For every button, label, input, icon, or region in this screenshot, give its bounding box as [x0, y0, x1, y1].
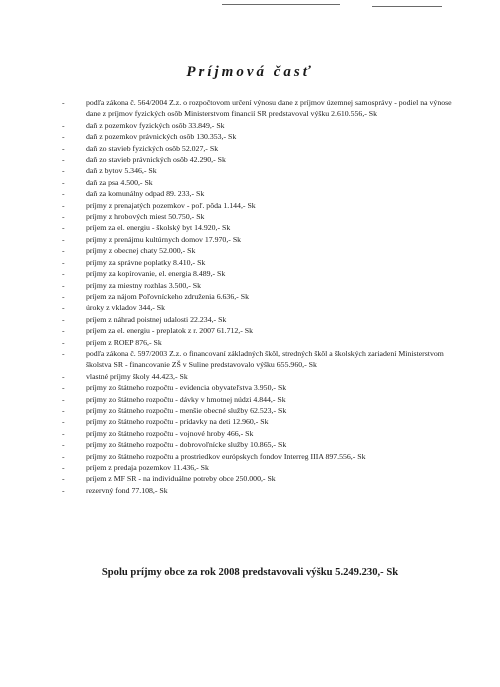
bullet-dash: - [62, 234, 65, 244]
bullet-dash: - [62, 155, 65, 165]
list-item-text: príjem z ROEP 876,- Sk [86, 337, 162, 347]
list-item-text: príjem za nájom Poľovníckeho združenia 6.636,- Sk [86, 291, 249, 301]
bullet-dash: - [62, 212, 65, 222]
income-list [62, 97, 462, 496]
list-item-text: daň zo stavieb fyzických osôb 52.027,- Sk [86, 143, 219, 153]
list-item-text: príjem z predaja pozemkov 11.436,- Sk [86, 463, 209, 472]
bullet-dash: - [62, 440, 65, 450]
list-item-text: príjmy zo štátneho rozpočtu - dobrovoľnícke služby 10.865,- Sk [86, 440, 287, 450]
bullet-dash: - [62, 189, 65, 199]
bullet-dash: - [62, 405, 65, 415]
list-item-text: daň za psa 4.500,- Sk [86, 177, 153, 187]
list-item-text: daň z pozemkov fyzických osôb 33.849,- Sk [86, 120, 225, 130]
list-item [62, 462, 462, 473]
total-income-summary: Spolu príjmy obce za rok 2008 predstavovali výšku 5.249.230,- Sk [101, 567, 399, 578]
list-item-text: príjem za el. energiu - preplatok z r. 2007 61.712,- Sk [86, 326, 254, 336]
list-item [62, 97, 462, 120]
bullet-dash: - [62, 348, 65, 358]
list-item-text: príjmy za kopírovanie, el. energia 8.489,- Sk [86, 269, 226, 279]
bullet-dash: - [62, 257, 65, 267]
bullet-dash: - [62, 280, 65, 290]
bullet-dash: - [62, 428, 65, 438]
bullet-dash: - [62, 120, 65, 130]
section-heading: Príjmová časť [186, 64, 314, 80]
list-item-text: vlastné príjmy školy 44.423,- Sk [86, 371, 188, 381]
bullet-dash: - [62, 451, 65, 461]
list-item [62, 451, 462, 462]
bullet-dash: - [62, 474, 65, 484]
bullet-dash: - [62, 200, 65, 210]
list-item [62, 188, 462, 199]
list-item-text: príjmy z prenájmu kultúrnych domov 17.970,- Sk [86, 234, 242, 244]
bullet-dash: - [62, 143, 65, 153]
list-item [62, 291, 462, 302]
list-item [62, 234, 462, 245]
list-item-text: rezervný fond 77.108,- Sk [86, 485, 168, 495]
list-item-text: daň z pozemkov právnických osôb 130.353,- Sk [86, 132, 237, 142]
bullet-dash: - [62, 223, 65, 233]
list-item [62, 222, 462, 233]
list-item [62, 143, 462, 154]
list-item-text: podľa zákona č. 597/2003 Z.z. o financovaní základných škôl, stredných škôl a školských zariadení Ministerstvom školstva SR - financovanie ZŠ v Suline predstavovalo výšku 655.960,- Sk [86, 348, 444, 370]
list-item [62, 268, 462, 279]
scan-edge-line [222, 4, 340, 5]
list-item [62, 485, 462, 496]
list-item [62, 473, 462, 484]
list-item [62, 439, 462, 450]
list-item-text: daň zo stavieb právnických osôb 42.290,- Sk [86, 155, 226, 165]
list-item-text: príjmy za miestny rozhlas 3.500,- Sk [86, 280, 201, 290]
list-item-text: úroky z vkladov 344,- Sk [86, 303, 166, 313]
list-item [62, 131, 462, 142]
list-item [62, 211, 462, 222]
list-item [62, 314, 462, 325]
list-item-text: príjem z náhrad poistnej udalosti 22.234,- Sk [86, 314, 227, 324]
list-item [62, 165, 462, 176]
bullet-dash: - [62, 291, 65, 301]
list-item-text: príjmy zo štátneho rozpočtu a prostriedkov európskych fondov Interreg IIIA 897.556,- Sk [86, 451, 366, 461]
bullet-dash: - [62, 269, 65, 279]
list-item-text: príjem z MF SR - na individuálne potreby obce 250.000,- Sk [86, 474, 276, 484]
list-item-text: príjmy zo štátneho rozpočtu - menšie obecné služby 62.523,- Sk [86, 405, 287, 415]
list-item [62, 428, 462, 439]
list-item-text: príjmy zo štátneho rozpočtu - prídavky na deti 12.960,- Sk [86, 417, 269, 427]
bullet-dash: - [62, 166, 65, 176]
bullet-dash: - [62, 246, 65, 256]
list-item-text: príjmy zo štátneho rozpočtu - vojnové hroby 466,- Sk [86, 428, 254, 438]
list-item [62, 177, 462, 188]
scan-edge-line [372, 6, 442, 7]
list-item-text: daň za komunálny odpad 89. 233,- Sk [86, 189, 205, 199]
bullet-dash: - [62, 417, 65, 427]
list-item-text: príjmy zo štátneho rozpočtu - evidencia obyvateľstva 3.950,- Sk [86, 383, 287, 393]
list-item [62, 245, 462, 256]
bullet-dash: - [62, 303, 65, 313]
list-item-text: daň z bytov 5.346,- Sk [86, 166, 157, 176]
list-item [62, 405, 462, 416]
bullet-dash: - [62, 463, 65, 472]
list-item [62, 337, 462, 348]
list-item [62, 302, 462, 313]
list-item [62, 120, 462, 131]
list-item-text: príjmy z obecnej chaty 52.000,- Sk [86, 246, 196, 256]
bullet-dash: - [62, 326, 65, 336]
bullet-dash: - [62, 383, 65, 393]
list-item [62, 280, 462, 291]
bullet-dash: - [62, 394, 65, 404]
bullet-dash: - [62, 337, 65, 347]
list-item [62, 257, 462, 268]
list-item-text: príjmy zo štátneho rozpočtu - dávky v hmotnej núdzi 4.844,- Sk [86, 394, 286, 404]
bullet-dash: - [62, 98, 65, 107]
bullet-dash: - [62, 132, 65, 142]
list-item-text: príjmy za správne poplatky 8.410,- Sk [86, 257, 206, 267]
list-item [62, 154, 462, 165]
list-item [62, 371, 462, 382]
list-item [62, 416, 462, 427]
bullet-dash: - [62, 485, 65, 495]
list-item [62, 348, 462, 371]
bullet-dash: - [62, 314, 65, 324]
list-item-text: príjmy z prenajatých pozemkov - poľ. pôda 1.144,- Sk [86, 200, 256, 210]
list-item [62, 325, 462, 336]
bullet-dash: - [62, 371, 65, 381]
list-item-text: podľa zákona č. 564/2004 Z.z. o rozpočtovom určení výnosu dane z príjmov územnej samosprávy - podiel na výnose dane z príjmov fyzických osôb Ministerstvom financií SR predstavoval výšku 2.610.556,- Sk [86, 98, 452, 119]
bullet-dash: - [62, 177, 65, 187]
list-item [62, 394, 462, 405]
list-item-text: príjem za el. energiu - školský byt 14.920,- Sk [86, 223, 231, 233]
list-item [62, 200, 462, 211]
list-item-text: príjmy z hrobových miest 50.750,- Sk [86, 212, 205, 222]
list-item [62, 382, 462, 393]
